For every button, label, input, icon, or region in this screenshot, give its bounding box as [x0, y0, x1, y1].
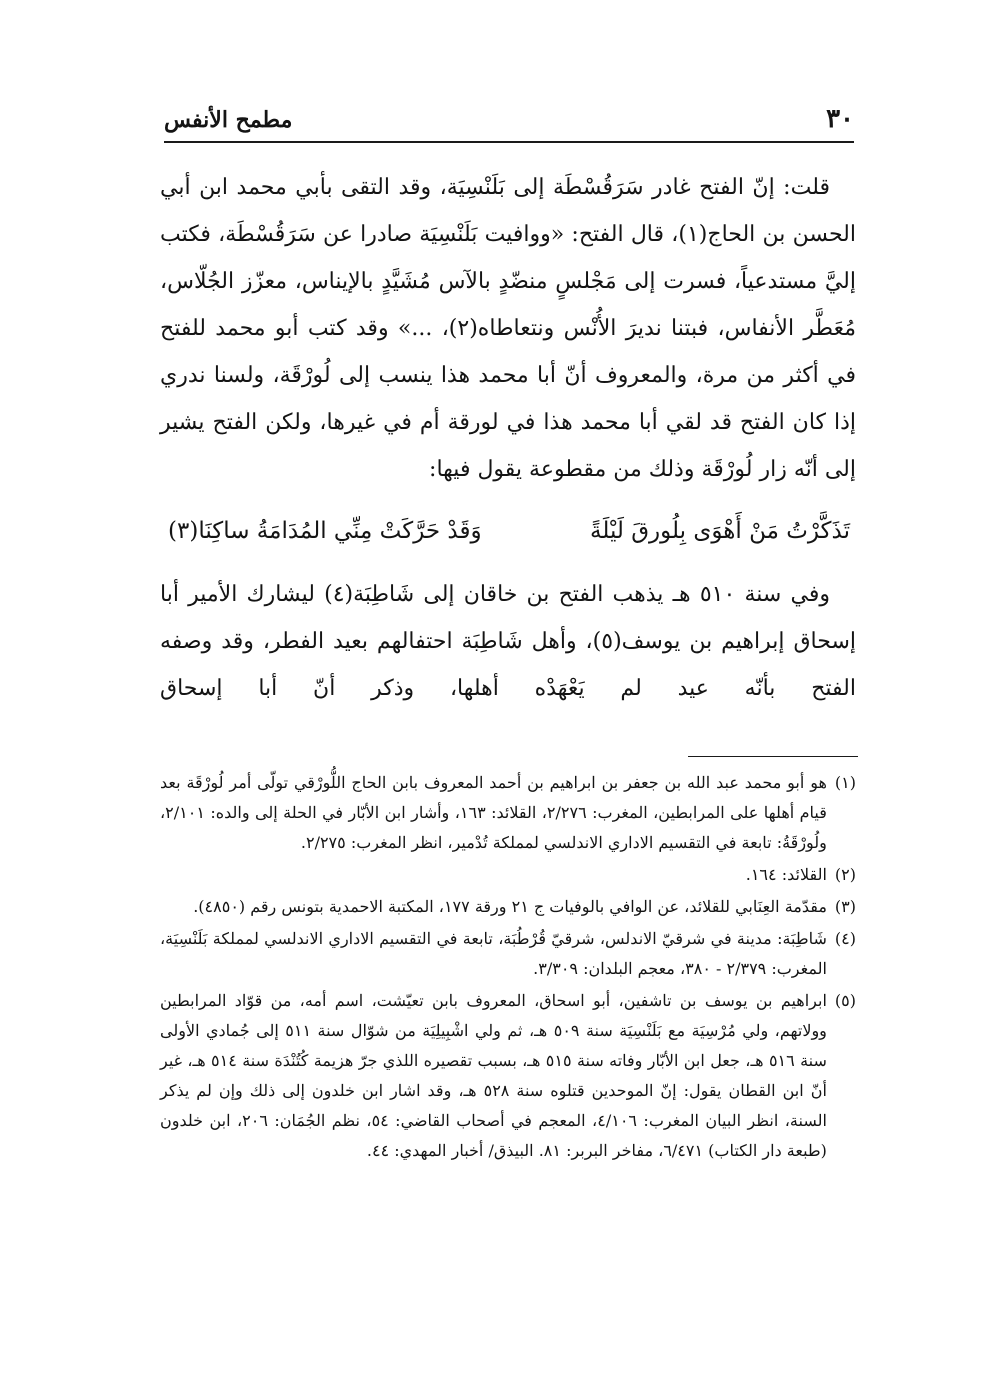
footnote-number: (١) — [834, 773, 856, 792]
footnote-number: (٤) — [834, 929, 856, 948]
running-header — [164, 104, 854, 140]
main-text — [160, 164, 856, 712]
footnote-4 — [160, 924, 856, 984]
footnote-number: (٣) — [834, 897, 856, 916]
footnote-5 — [160, 986, 856, 1166]
header-rule — [164, 141, 854, 143]
footnote-text: القلائد: ١٦٤. — [745, 865, 827, 884]
footnote-3 — [160, 892, 856, 922]
footnote-number: (٥) — [834, 991, 856, 1010]
poetry-verse — [168, 511, 850, 551]
footnote-text: مقدّمة العِنَابي للقلائد، عن الوافي بالوفيات ج ٢١ ورقة ١٧٧، المكتبة الاحمدية بتونس رقم (٤٨٥٠). — [193, 897, 827, 916]
verse-second-hemistich: وَقَدْ حَرَّكَتْ مِنِّي المُدَامَةُ ساكِنَا(٣) — [168, 518, 482, 544]
paragraph-1: قلت: إنّ الفتح غادر سَرَقُسْطَة إلى بَلَنْسِيَة، وقد التقى بأبي محمد ابن أبي الحسن بن الحاج(١)، قال الفتح: «ووافيت بَلَنْسِيَة صادرا عن سَرَقُسْطَة، فكتب إليَّ مستدعياً، فسرت إلى مَجْلسٍ منضّدٍ بالآس مُشَيَّدٍ بالإيناس، معزّز الجُلّاس، مُعَطَّر الأنفاس، فبتنا نديرَ الأُنْس ونتعاطاه(٢)، ...» وقد كتب أبو محمد للفتح في أكثر من مرة، والمعروف أنّ أبا محمد هذا ينسب إلى لُورْقَة، ولسنا ندري إذا كان الفتح قد لقي أبا محمد هذا في لورقة أم في غيرها، ولكن الفتح يشير إلى أنّه زار لُورْقَة وذلك من مقطوعة يقول فيها: — [160, 175, 857, 482]
footnote-1 — [160, 768, 856, 858]
footnote-text: شَاطِبَة: مدينة في شرقيّ الاندلس، شرقيّ قُرْطُبَة، تابعة في التقسيم الاداري الاندلسي لمملكة بَلَنْسِيَة، المغرب: ٢/٣٧٩ - ٣٨٠، معجم البلدان: ٣/٣٠٩. — [160, 929, 827, 978]
footnote-number: (٢) — [834, 865, 856, 884]
paragraph-2: وفي سنة ٥١٠ هـ يذهب الفتح بن خاقان إلى شَاطِبَة(٤) ليشارك الأمير أبا إسحاق إبراهيم بن يوسف(٥)، وأهل شَاطِبَة احتفالهم بعيد الفطر، وقد وصفه الفتح بأنّه عيد لم يَعْهَدْه أهلها، وذكر أنّ أبا إسحاق — [160, 582, 857, 701]
footnote-text: ابراهيم بن يوسف بن تاشفين، أبو اسحاق، المعروف بابن تعيّشت، اسم أمه، من قوّاد المرابطين وولاتهم، ولي مُرْسِيَة مع بَلَنْسِيَة سنة ٥٠٩ هـ، ثم ولي اشْبِيلِيَة من شوّال سنة ٥١١ إلى جُمادي الأولى سنة ٥١٦ هـ، جعل ابن الأبّار وفاته سنة ٥١٥ هـ، بسبب تقصيره اللذي جرّ هزيمة كُتُنْدَة سنة ٥١٤ هـ، غير أنّ ابن القطان يقول: إنّ الموحدين قتلوه سنة ٥٢٨ هـ، وقد اشار ابن خلدون إلى ذلك وإن لم يذكر السنة، انظر البيان المغرب: ٤/١٠٦، المعجم في أصحاب القاضي: ٥٤، نظم الجُمَان: ٢٠٦، ابن خلدون (طبعة دار الكتاب) ٦/٤٧١، مفاخر البربر: ٨١. البيذق/ أخبار المهدي: ٤٤. — [160, 991, 827, 1160]
footnotes — [160, 768, 856, 1168]
footnote-text: هو أبو محمد عبد الله بن جعفر بن ابراهيم بن أحمد المعروف بابن الحاج اللُّورْقي تولّى أمر لُورْقَة بعد قيام أهلها على المرابطين، المغرب: ٢/٢٧٦، القلائد: ١٦٣، وأشار ابن الأبّار في الحلة إلى والده: ٢/١٠١، ولُورْقَةُ: تابعة في التقسيم الاداري الاندلسي لمملكة تُدْمير، انظر المغرب: ٢/٢٧٥. — [160, 773, 827, 852]
verse-first-hemistich: تَذَكَّرْتُ مَنْ أَهْوَى بِلُورقَ لَيْلَةً — [590, 518, 850, 544]
page-number: ٣٠ — [826, 104, 854, 134]
book-title: مطمح الأنفس — [164, 107, 293, 133]
footnote-2 — [160, 860, 856, 890]
footnote-separator — [688, 756, 858, 757]
